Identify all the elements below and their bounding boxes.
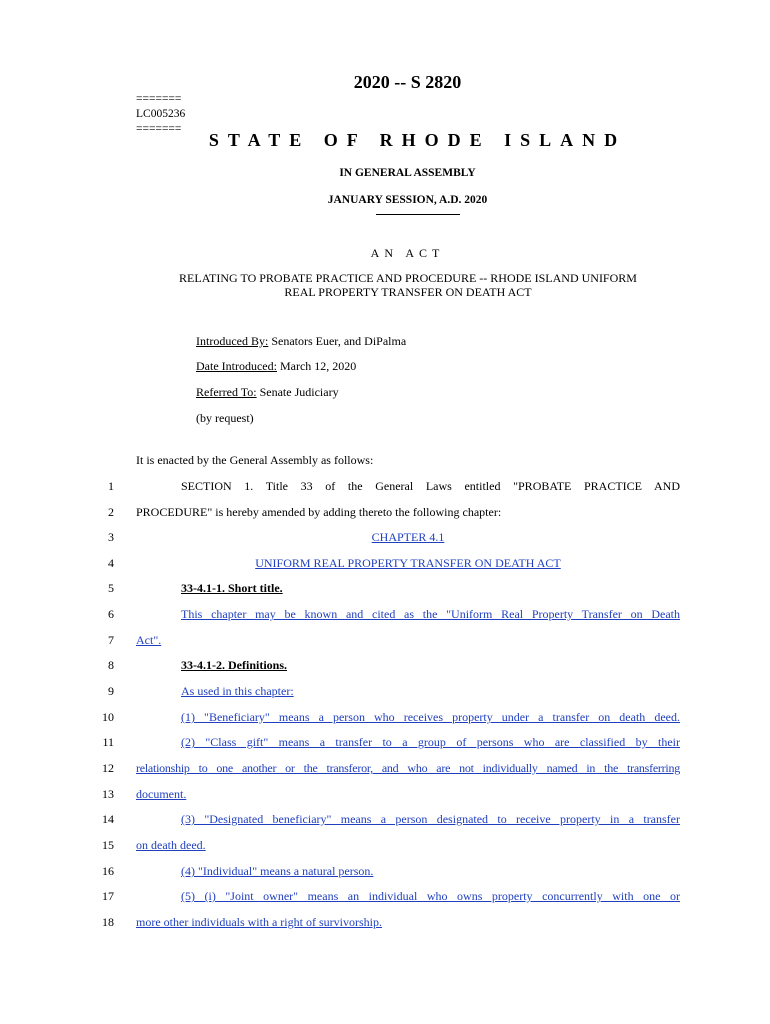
line-number: 14 — [102, 812, 114, 826]
inserted-text: more other individuals with a right of survivorship. — [136, 915, 382, 929]
line-number: 16 — [102, 864, 114, 878]
bill-line — [0, 505, 770, 521]
line-number: 10 — [102, 710, 114, 724]
introduced-by-label: Introduced By: — [196, 334, 269, 348]
bill-line — [0, 581, 770, 597]
an-act-heading: AN ACT — [370, 246, 445, 260]
line-text: (1) "Beneficiary" means a person who receives property under a transfer on death deed. — [181, 710, 680, 724]
bill-line — [0, 607, 770, 623]
line-number: 8 — [108, 658, 114, 672]
bill-line — [0, 556, 770, 572]
line-number: 17 — [102, 889, 114, 903]
bill-line — [0, 838, 770, 854]
bill-line — [0, 479, 770, 495]
bill-line — [0, 658, 770, 674]
line-text — [136, 787, 680, 802]
line-text: SECTION 1. Title 33 of the General Laws entitled "PROBATE PRACTICE AND — [181, 479, 680, 493]
section-heading: 33-4.1-2. Definitions. — [181, 658, 287, 672]
line-text — [181, 581, 680, 596]
line-text: PROCEDURE" is hereby amended by adding thereto the following chapter: — [136, 505, 502, 519]
lc-separator-top: ======= — [136, 93, 182, 105]
line-text — [181, 658, 680, 673]
bill-line — [0, 761, 770, 777]
bill-line — [0, 633, 770, 649]
line-text: (3) "Designated beneficiary" means a person designated to receive property in a transfer — [181, 812, 680, 826]
line-text — [136, 915, 680, 930]
bill-line — [0, 735, 770, 751]
bill-line — [0, 787, 770, 803]
inserted-text: on death deed. — [136, 838, 206, 852]
bill-line — [0, 915, 770, 931]
inserted-text: As used in this chapter: — [181, 684, 294, 698]
state-heading: STATE OF RHODE ISLAND — [208, 130, 627, 150]
line-number: 1 — [108, 479, 114, 493]
referred-to-value: Senate Judiciary — [259, 385, 339, 399]
referred-to — [196, 385, 339, 400]
assembly-heading: IN GENERAL ASSEMBLY — [339, 167, 476, 179]
session-heading: JANUARY SESSION, A.D. 2020 — [327, 194, 488, 206]
line-number: 5 — [108, 581, 114, 595]
line-number: 13 — [102, 787, 114, 801]
line-number: 12 — [102, 761, 114, 775]
line-number: 4 — [108, 556, 114, 570]
relating-line-1: RELATING TO PROBATE PRACTICE AND PROCEDURE -- RHODE ISLAND UNIFORM — [179, 271, 637, 285]
line-number: 6 — [108, 607, 114, 621]
date-introduced — [196, 359, 356, 374]
line-text — [136, 838, 680, 853]
line-number: 2 — [108, 505, 114, 519]
date-introduced-label: Date Introduced: — [196, 359, 277, 373]
line-number: 7 — [108, 633, 114, 647]
referred-to-label: Referred To: — [196, 385, 257, 399]
introduced-by-value: Senators Euer, and DiPalma — [271, 334, 407, 348]
bill-line — [0, 530, 770, 546]
line-number: 11 — [102, 735, 114, 749]
bill-line — [0, 864, 770, 880]
inserted-text: Act". — [136, 633, 162, 647]
lc-separator-bottom: ======= — [136, 123, 182, 135]
line-number: 9 — [108, 684, 114, 698]
chapter-title: UNIFORM REAL PROPERTY TRANSFER ON DEATH ACT — [255, 556, 561, 570]
line-text — [136, 556, 680, 571]
by-request: (by request) — [196, 411, 254, 425]
enacting-clause: It is enacted by the General Assembly as follows: — [136, 453, 374, 467]
line-text: relationship to one another or the transferor, and who are not individually named in the transferring — [136, 761, 680, 775]
line-number: 18 — [102, 915, 114, 929]
date-introduced-value: March 12, 2020 — [279, 359, 357, 373]
line-number: 3 — [108, 530, 114, 544]
line-text: This chapter may be known and cited as the "Uniform Real Property Transfer on Death — [181, 607, 680, 621]
line-text — [181, 684, 680, 699]
lc-number: LC005236 — [136, 108, 186, 120]
introduced-by — [196, 334, 406, 349]
bill-line — [0, 684, 770, 700]
relating-line-2: REAL PROPERTY TRANSFER ON DEATH ACT — [284, 285, 532, 299]
bill-line — [0, 889, 770, 905]
session-rule — [376, 214, 460, 215]
inserted-text: document. — [136, 787, 187, 801]
section-heading: 33-4.1-1. Short title. — [181, 581, 283, 595]
bill-number: 2020 -- S 2820 — [353, 72, 462, 92]
bill-line — [0, 710, 770, 726]
line-number: 15 — [102, 838, 114, 852]
chapter-number: CHAPTER 4.1 — [371, 530, 445, 544]
line-text — [181, 864, 680, 879]
line-text: (2) "Class gift" means a transfer to a group of persons who are classified by their — [181, 735, 680, 749]
line-text: (5) (i) "Joint owner" means an individual who owns property concurrently with one or — [181, 889, 680, 903]
bill-line — [0, 812, 770, 828]
relating-title — [120, 271, 696, 299]
inserted-text: (4) "Individual" means a natural person. — [181, 864, 374, 878]
line-text — [136, 530, 680, 545]
line-text — [136, 633, 680, 648]
